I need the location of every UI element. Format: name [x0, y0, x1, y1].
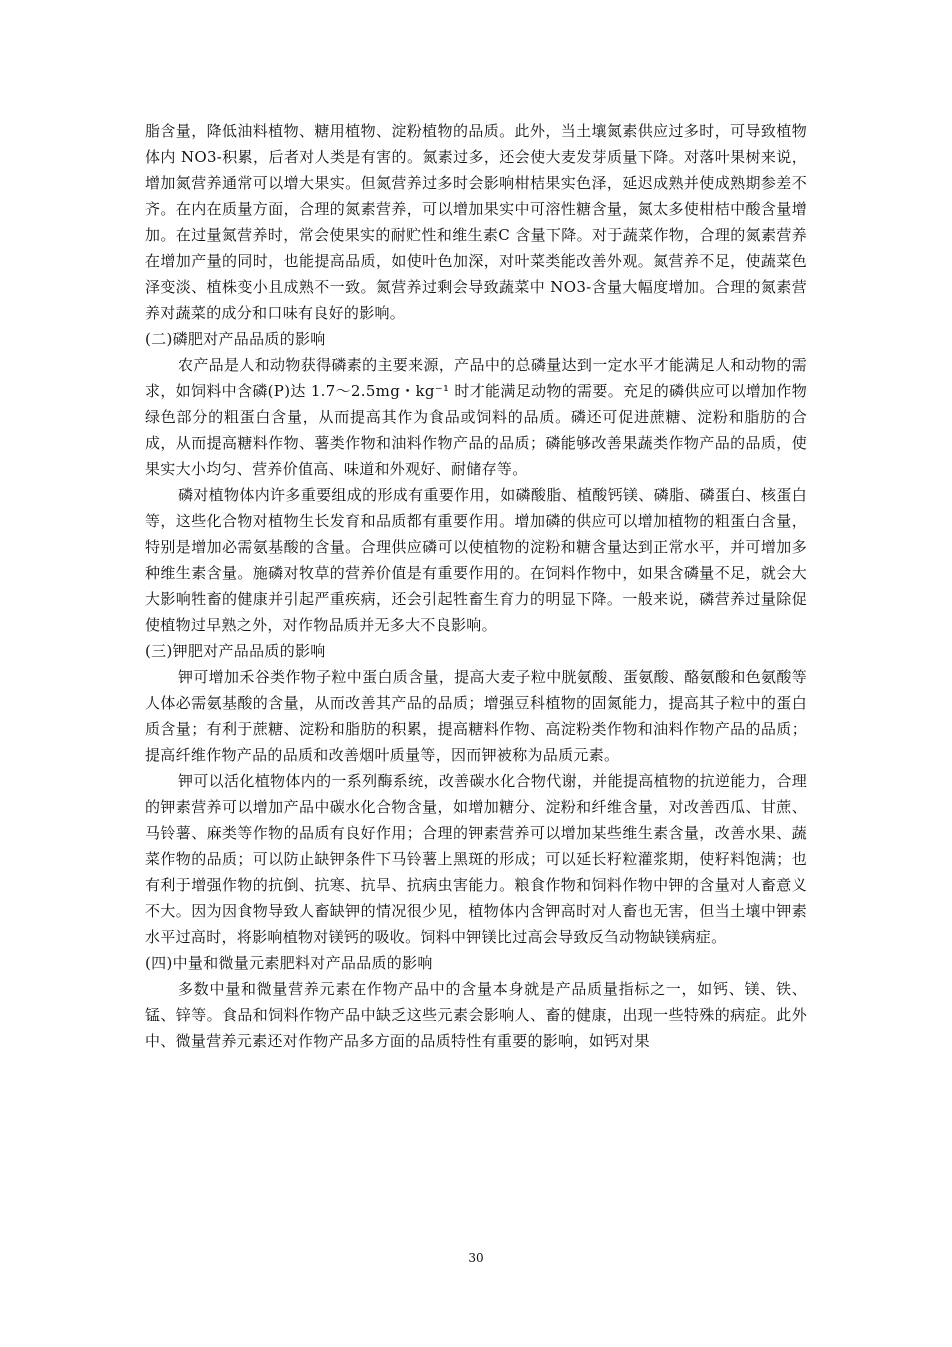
section-heading-micronutrients: (四)中量和微量元素肥料对产品品质的影响: [145, 954, 433, 972]
paragraph-potassium-1: 钾可增加禾谷类作物子粒中蛋白质含量，提高大麦子粒中胱氨酸、蛋氨酸、酪氨酸和色氨酸等人体必需氨基酸的含量，从而改善其产品的品质；增强豆科植物的固氮能力，提高其子粒中的蛋白质含量；有利于蔗糖、淀粉和脂肪的积累，提高糖料作物、高淀粉类作物和油料作物产品的品质；提高纤维作物产品的品质和改善烟叶质量等，因而钾被称为品质元素。: [145, 668, 807, 764]
paragraph-potassium-2: 钾可以活化植物体内的一系列酶系统，改善碳水化合物代谢，并能提高植物的抗逆能力，合理的钾素营养可以增加产品中碳水化合物含量，如增加糖分、淀粉和纤维含量，对改善西瓜、甘蔗、马铃薯、麻类等作物的品质有良好作用；合理的钾素营养可以增加某些维生素含量，改善水果、蔬菜作物的品质；可以防止缺钾条件下马铃薯上黑斑的形成；可以延长籽粒灌浆期，使籽料饱满；也有利于增强作物的抗倒、抗寒、抗旱、抗病虫害能力。粮食作物和饲料作物中钾的含量对人畜意义不大。因为因食物导致人畜缺钾的情况很少见，植物体内含钾高时对人畜也无害，但当土壤中钾素水平过高时，将影响植物对镁钙的吸收。饲料中钾镁比过高会导致反刍动物缺镁病症。: [145, 772, 807, 946]
paragraph-phosphorus-2: 磷对植物体内许多重要组成的形成有重要作用，如磷酸脂、植酸钙镁、磷脂、磷蛋白、核蛋白等，这些化合物对植物生长发育和品质都有重要作用。增加磷的供应可以增加植物的粗蛋白含量，特别是增加必需氨基酸的含量。合理供应磷可以使植物的淀粉和糖含量达到正常水平，并可增加多种维生素含量。施磷对牧草的营养价值是有重要作用的。在饲料作物中，如果含磷量不足，就会大大影响牲畜的健康并引起严重疾病，还会引起牲畜生育力的明显下降。一般来说，磷营养过量除促使植物过早熟之外，对作物品质并无多大不良影响。: [145, 486, 807, 634]
page-number: 30: [468, 1251, 484, 1265]
section-heading-potassium: (三)钾肥对产品品质的影响: [145, 642, 326, 660]
paragraph-micronutrients-1: 多数中量和微量营养元素在作物产品中的含量本身就是产品质量指标之一，如钙、镁、铁、锰、锌等。食品和饲料作物产品中缺乏这些元素会影响人、畜的健康，出现一些特殊的病症。此外中、微量营养元素还对作物产品多方面的品质特性有重要的影响，如钙对果: [145, 980, 807, 1050]
paragraph-phosphorus-1: 农产品是人和动物获得磷素的主要来源，产品中的总磷量达到一定水平才能满足人和动物的需求，如饲料中含磷(P)达 1.7～2.5mg・kg⁻¹ 时才能满足动物的需要。充足的磷供应可以增加作物绿色部分的粗蛋白含量，从而提高其作为食品或饲料的品质。磷还可促进蔗糖、淀粉和脂肪的合成，从而提高糖料作物、薯类作物和油料作物产品的品质；磷能够改善果蔬类作物产品的品质，使果实大小均匀、营养价值高、味道和外观好、耐储存等。: [145, 356, 807, 478]
section-heading-phosphorus: (二)磷肥对产品品质的影响: [145, 330, 326, 348]
paragraph-nitrogen-continued: 脂含量，降低油料植物、糖用植物、淀粉植物的品质。此外，当土壤氮素供应过多时，可导致植物体内 NO3-积累，后者对人类是有害的。氮素过多，还会使大麦发芽质量下降。对落叶果树来说，增加氮营养通常可以增大果实。但氮营养过多时会影响柑桔果实色泽，延迟成熟并使成熟期参差不齐。在内在质量方面，合理的氮素营养，可以增加果实中可溶性糖含量，氮太多使柑桔中酸含量增加。在过量氮营养时，常会使果实的耐贮性和维生素C 含量下降。对于蔬菜作物，合理的氮素营养在增加产量的同时，也能提高品质，如使叶色加深，对叶菜类能改善外观。氮营养不足，使蔬菜色泽变淡、植株变小且成熟不一致。氮营养过剩会导致蔬菜中 NO3-含量大幅度增加。合理的氮素营养对蔬菜的成分和口味有良好的影响。: [145, 122, 807, 322]
document-body: [145, 118, 807, 1054]
